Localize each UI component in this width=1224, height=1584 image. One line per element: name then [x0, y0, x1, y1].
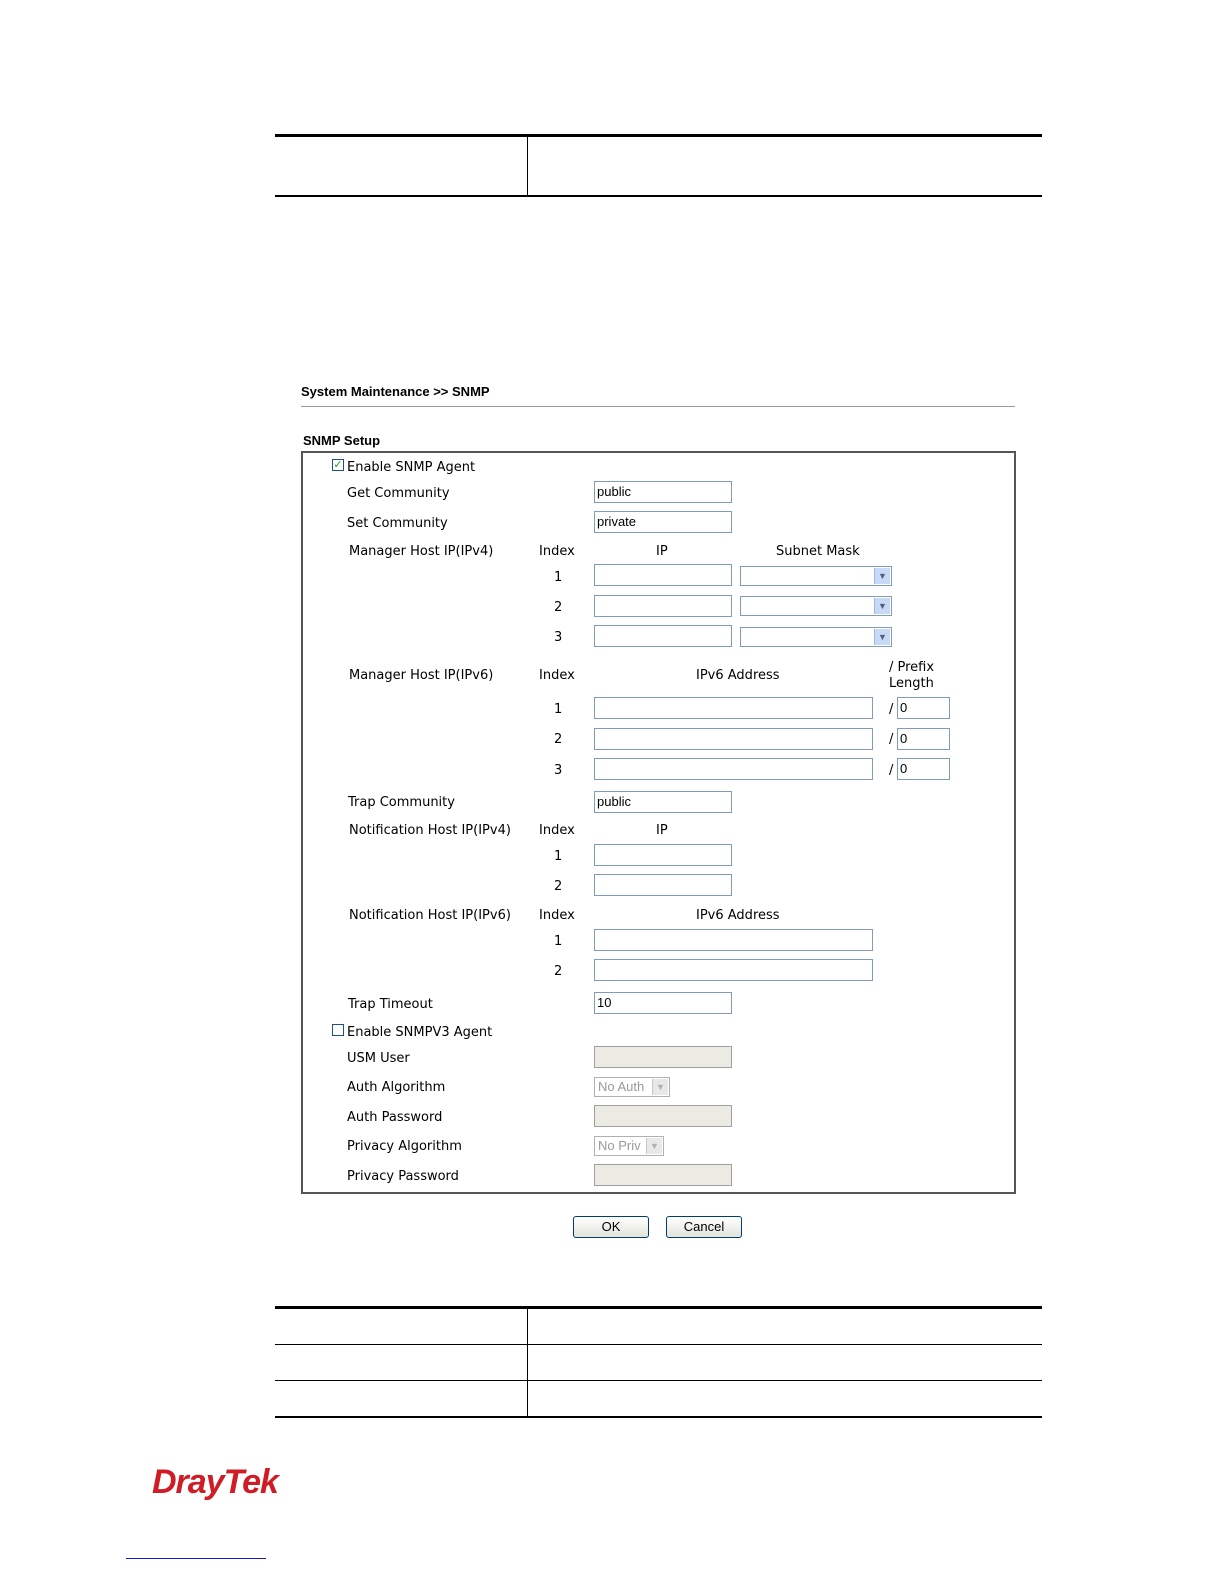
bottom-table-rule-top: [275, 1306, 1042, 1309]
manager-ipv4-ip-header: IP: [656, 544, 668, 559]
manager-ipv6-label: Manager Host IP(IPv6): [349, 668, 494, 683]
trap-community-label: Trap Community: [348, 795, 455, 810]
prefix-slash-1: /: [889, 702, 894, 717]
notify-ipv6-label: Notification Host IP(IPv6): [349, 908, 511, 923]
auth-algorithm-value: No Auth: [598, 1079, 645, 1094]
get-community-label: Get Community: [347, 486, 450, 501]
manager-ipv6-addr-input-3[interactable]: [594, 758, 873, 780]
usm-user-input[interactable]: [594, 1046, 732, 1068]
manager-ipv6-addr-input-2[interactable]: [594, 728, 873, 750]
manager-ipv4-mask-select-3[interactable]: [740, 627, 892, 647]
manager-ipv4-ip-input-1[interactable]: [594, 564, 732, 586]
manager-ipv6-prefix-input-1[interactable]: 0: [897, 697, 950, 719]
manager-ipv4-ip-input-2[interactable]: [594, 595, 732, 617]
trap-community-input[interactable]: public: [594, 791, 732, 813]
notify-ipv6-addr-input-2[interactable]: [594, 959, 873, 981]
manager-ipv6-addr-header: IPv6 Address: [696, 668, 780, 683]
bottom-table-rule-1: [275, 1344, 1042, 1345]
top-table-rule-bottom: [275, 195, 1042, 197]
bottom-table-rule-bottom: [275, 1416, 1042, 1418]
manager-ipv4-mask-select-2[interactable]: [740, 596, 892, 616]
bottom-table-rule-2: [275, 1380, 1042, 1381]
manager-ipv6-prefix-header-1: / Prefix: [889, 660, 935, 675]
chevron-down-icon: ▼: [874, 598, 890, 614]
privacy-algorithm-label: Privacy Algorithm: [347, 1139, 462, 1154]
notify-ipv4-ip-input-2[interactable]: [594, 874, 732, 896]
chevron-down-icon: ▼: [874, 629, 890, 645]
enable-snmp-agent-label: Enable SNMP Agent: [347, 460, 476, 475]
notify-ipv4-ip-input-1[interactable]: [594, 844, 732, 866]
notify-ipv4-ip-header: IP: [656, 823, 668, 838]
manager-ipv4-index-3: 3: [554, 630, 563, 645]
manager-ipv6-addr-input-1[interactable]: [594, 697, 873, 719]
auth-password-label: Auth Password: [347, 1110, 443, 1125]
manager-ipv6-index-1: 1: [554, 702, 563, 717]
chevron-down-icon: ▼: [874, 568, 890, 584]
manager-ipv6-index-header: Index: [539, 668, 575, 683]
notify-ipv6-index-header: Index: [539, 908, 575, 923]
manager-ipv4-index-1: 1: [554, 570, 563, 585]
manager-ipv6-prefix-input-3[interactable]: 0: [897, 758, 950, 780]
auth-algorithm-label: Auth Algorithm: [347, 1080, 446, 1095]
manager-ipv4-mask-select-1[interactable]: [740, 566, 892, 586]
manager-ipv6-prefix-header-2: Length: [889, 676, 934, 691]
enable-snmpv3-checkbox[interactable]: [332, 1024, 344, 1036]
top-table-rule-top: [275, 134, 1042, 137]
privacy-password-input[interactable]: [594, 1164, 732, 1186]
notify-ipv6-index-2: 2: [554, 964, 563, 979]
manager-ipv4-mask-header: Subnet Mask: [776, 544, 860, 559]
get-community-input[interactable]: public: [594, 481, 732, 503]
ok-button[interactable]: OK: [573, 1216, 649, 1238]
notify-ipv4-index-2: 2: [554, 879, 563, 894]
usm-user-label: USM User: [347, 1051, 410, 1066]
notify-ipv4-index-1: 1: [554, 849, 563, 864]
manager-ipv4-index-header: Index: [539, 544, 575, 559]
auth-algorithm-select[interactable]: [594, 1077, 670, 1097]
breadcrumb: System Maintenance >> SNMP: [301, 384, 490, 399]
prefix-slash-3: /: [889, 763, 894, 778]
auth-password-input[interactable]: [594, 1105, 732, 1127]
privacy-algorithm-select[interactable]: [594, 1136, 664, 1156]
notify-ipv4-label: Notification Host IP(IPv4): [349, 823, 511, 838]
notify-ipv4-index-header: Index: [539, 823, 575, 838]
manager-ipv6-index-3: 3: [554, 763, 563, 778]
trap-timeout-label: Trap Timeout: [348, 997, 433, 1012]
set-community-label: Set Community: [347, 516, 448, 531]
privacy-algorithm-value: No Priv: [598, 1138, 641, 1153]
trap-timeout-input[interactable]: 10: [594, 992, 732, 1014]
bottom-table-divider: [527, 1309, 528, 1417]
prefix-slash-2: /: [889, 732, 894, 747]
cancel-button[interactable]: Cancel: [666, 1216, 742, 1238]
section-title: SNMP Setup: [303, 433, 381, 448]
notify-ipv6-addr-header: IPv6 Address: [696, 908, 780, 923]
manager-ipv4-ip-input-3[interactable]: [594, 625, 732, 647]
enable-snmpv3-label: Enable SNMPV3 Agent: [347, 1025, 493, 1040]
manager-ipv6-index-2: 2: [554, 732, 563, 747]
manager-ipv4-label: Manager Host IP(IPv4): [349, 544, 494, 559]
notify-ipv6-index-1: 1: [554, 934, 563, 949]
manager-ipv6-prefix-input-2[interactable]: 0: [897, 728, 950, 750]
enable-snmp-agent-checkbox[interactable]: ✓: [333, 458, 343, 471]
top-table-divider: [527, 137, 528, 196]
notify-ipv6-addr-input-1[interactable]: [594, 929, 873, 951]
footer-link-underline: [126, 1558, 266, 1559]
manager-ipv4-index-2: 2: [554, 600, 563, 615]
chevron-down-icon: ▼: [652, 1079, 668, 1095]
draytek-logo: DrayTek: [152, 1463, 278, 1501]
chevron-down-icon: ▼: [646, 1138, 662, 1154]
set-community-input[interactable]: private: [594, 511, 732, 533]
breadcrumb-divider: [301, 406, 1015, 407]
privacy-password-label: Privacy Password: [347, 1169, 459, 1184]
